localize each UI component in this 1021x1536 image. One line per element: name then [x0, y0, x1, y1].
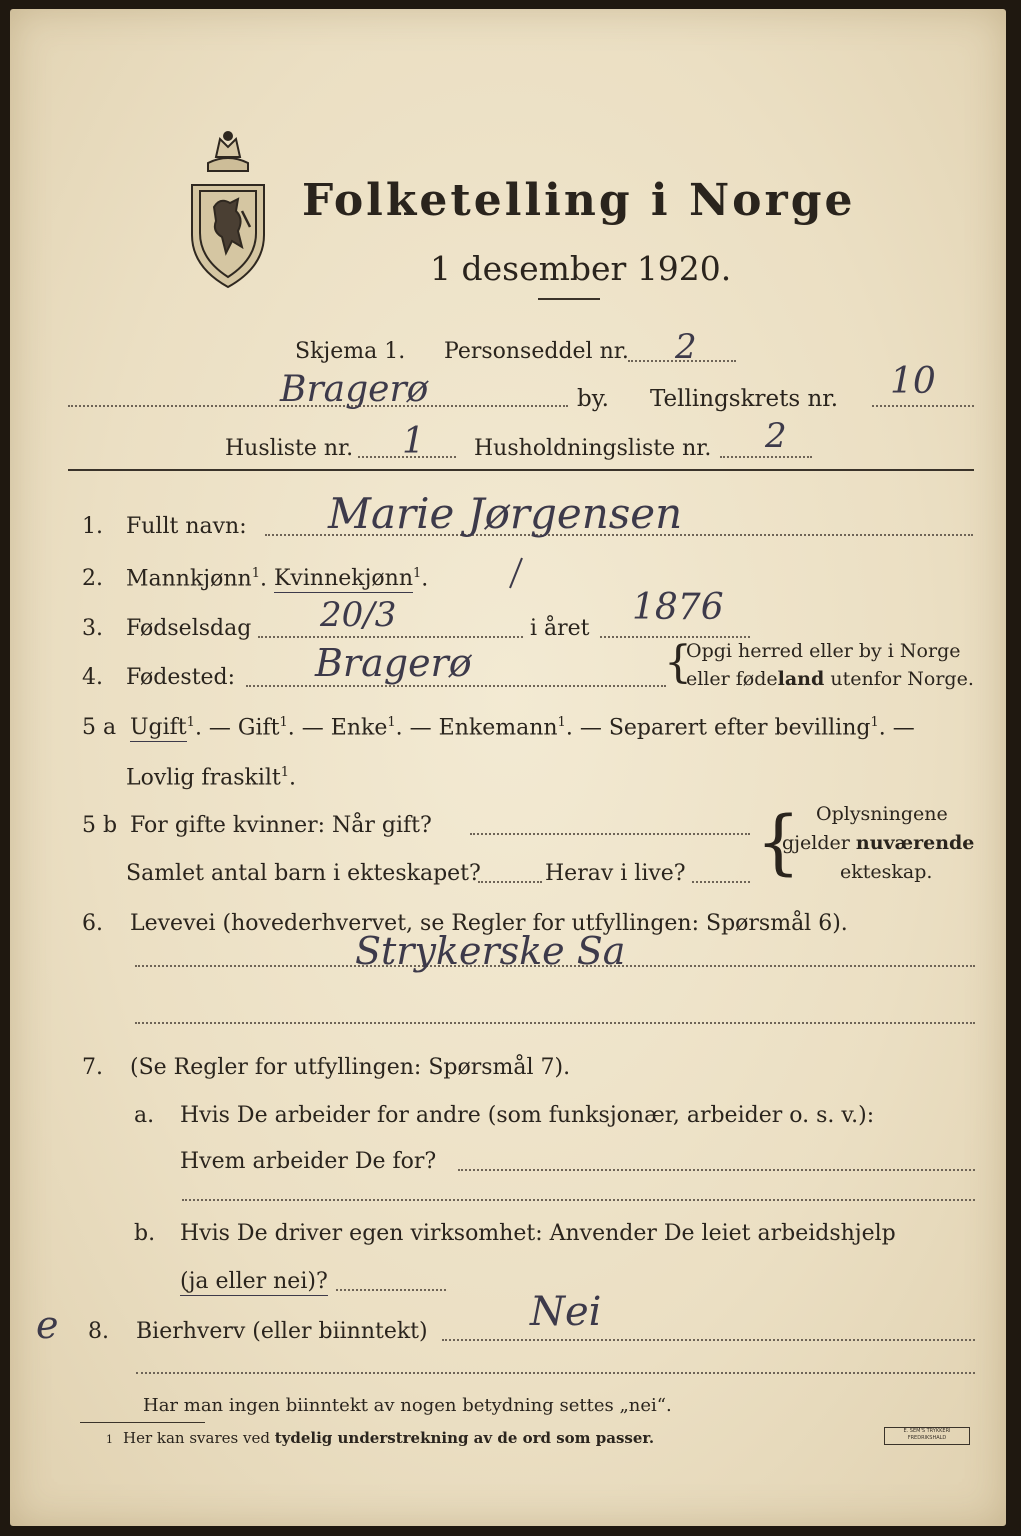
q5b-line-2	[478, 881, 542, 883]
q5a-options: Ugift$^1$. — Gift$^1$. — Enke$^1$. — Enkemann$^1$. — Separert efter bevilling$^1$. —	[130, 715, 915, 741]
q3-label: Fødselsdag	[126, 616, 252, 641]
by-label: by.	[577, 386, 609, 412]
q5b-note-3: ekteskap.	[840, 861, 933, 883]
husholdning-label: Husholdningsliste nr.	[474, 436, 712, 461]
printer-stamp: E. SEM'S TRYKKERI FREDRIKSHALD	[884, 1427, 970, 1445]
q6-line-2	[135, 1022, 975, 1024]
q6-number: 6.	[82, 911, 103, 936]
q2-kvinne[interactable]: Kvinnekjønn	[274, 566, 413, 592]
section-divider	[68, 469, 974, 471]
q4-value[interactable]: Bragerø	[315, 641, 472, 685]
q5b-number: 5 b	[82, 813, 118, 838]
footnote-rule	[80, 1422, 205, 1423]
q5b-brace: {	[756, 801, 801, 883]
q1-label: Fullt navn:	[126, 514, 247, 539]
q7a-line-2	[182, 1199, 975, 1201]
q1-value[interactable]: Marie Jørgensen	[328, 489, 683, 538]
q3-number: 3.	[82, 616, 103, 641]
q7a-question: Hvem arbeider De for?	[180, 1149, 437, 1174]
form-date: 1 desember 1920.	[430, 249, 732, 288]
husliste-label: Husliste nr.	[225, 436, 354, 461]
q5a-gift[interactable]: Gift	[237, 715, 280, 741]
q2-number: 2.	[82, 566, 103, 591]
q7-number: 7.	[82, 1055, 103, 1080]
husliste-value[interactable]: 1	[402, 421, 425, 462]
title-divider	[538, 298, 600, 300]
husholdning-line	[720, 456, 812, 458]
q5b-label-2: Samlet antal barn i ekteskapet?	[126, 861, 481, 886]
q5a-separert[interactable]: Separert efter bevilling	[608, 715, 871, 741]
q5b-note-2: gjelder nuværende	[782, 832, 975, 854]
q8-line-1	[442, 1339, 975, 1341]
q7b-text: Hvis De driver egen virksomhet: Anvender De leiet arbeidshjelp	[180, 1221, 896, 1246]
q5b-label-1: For gifte kvinner: Når gift?	[130, 813, 432, 838]
q8-margin-mark: e	[36, 1303, 59, 1347]
q7b-line	[336, 1289, 446, 1291]
tellingskrets-label: Tellingskrets nr.	[650, 386, 839, 412]
q6-value[interactable]: Strykerske Sa	[355, 929, 626, 973]
footer-note: Har man ingen biinntekt av nogen betydning settes „nei“.	[143, 1395, 672, 1416]
q4-brace: {	[664, 637, 692, 688]
q5a-ugift[interactable]: Ugift	[130, 715, 187, 741]
tellingskrets-value[interactable]: 10	[890, 361, 936, 402]
q2-options: Mannkjønn$^1$. Kvinnekjønn$^1$.	[126, 566, 429, 592]
q2-pen-mark	[502, 554, 532, 594]
q4-note-2: eller fødeland utenfor Norge.	[686, 668, 974, 690]
by-value[interactable]: Bragerø	[280, 369, 429, 410]
q7a-text: Hvis De arbeider for andre (som funksjonær, arbeider o. s. v.):	[180, 1103, 875, 1128]
q5a-fraskilt-row: Lovlig fraskilt$^1$.	[126, 765, 297, 791]
q4-number: 4.	[82, 665, 103, 690]
form-title: Folketelling i Norge	[302, 175, 856, 226]
q5b-label-3: Herav i live?	[545, 861, 686, 886]
q8-number: 8.	[88, 1319, 109, 1344]
q7a-letter: a.	[134, 1103, 155, 1128]
skjema-label: Skjema 1.	[295, 339, 406, 364]
q7-label: (Se Regler for utfyllingen: Spørsmål 7).	[130, 1055, 571, 1080]
coat-of-arms-icon	[178, 127, 278, 293]
q7a-line-1	[458, 1169, 975, 1171]
q5a-number: 5 a	[82, 715, 117, 740]
q3-day-line	[258, 636, 523, 638]
q8-label: Bierhverv (eller biinntekt)	[136, 1319, 428, 1344]
q5a-fraskilt[interactable]: Lovlig fraskilt	[126, 765, 281, 791]
q1-number: 1.	[82, 514, 103, 539]
q5a-enkemann[interactable]: Enkemann	[438, 715, 558, 741]
q3-year-label: i året	[530, 616, 590, 641]
q4-line	[246, 685, 666, 687]
q8-line-2	[136, 1372, 975, 1374]
q5b-line-3	[692, 881, 750, 883]
footnote: 1 Her kan svares ved tydelig understrekning av de ord som passer.	[106, 1429, 655, 1447]
q4-note-1: Opgi herred eller by i Norge	[686, 640, 961, 662]
q5b-note-1: Oplysningene	[816, 803, 948, 825]
q7b-letter: b.	[134, 1221, 156, 1246]
personseddel-label: Personseddel nr.	[444, 339, 629, 364]
q7b-question: (ja eller nei)?	[180, 1269, 328, 1294]
q5b-line-1	[470, 833, 750, 835]
personseddel-value[interactable]: 2	[675, 327, 697, 367]
q4-label: Fødested:	[126, 665, 236, 690]
footnote-mark: 1	[106, 1433, 113, 1446]
q8-value[interactable]: Nei	[530, 1289, 602, 1335]
q2-mann[interactable]: Mannkjønn	[126, 566, 252, 592]
q5a-enke[interactable]: Enke	[330, 715, 388, 741]
census-form	[10, 9, 1006, 1526]
q3-year-value[interactable]: 1876	[632, 587, 724, 628]
q3-day-value[interactable]: 20/3	[320, 595, 397, 635]
tellingskrets-line	[872, 405, 974, 407]
husholdning-value[interactable]: 2	[765, 416, 787, 456]
q6-label: Levevei (hovederhvervet, se Regler for utfyllingen: Spørsmål 6).	[130, 911, 848, 936]
